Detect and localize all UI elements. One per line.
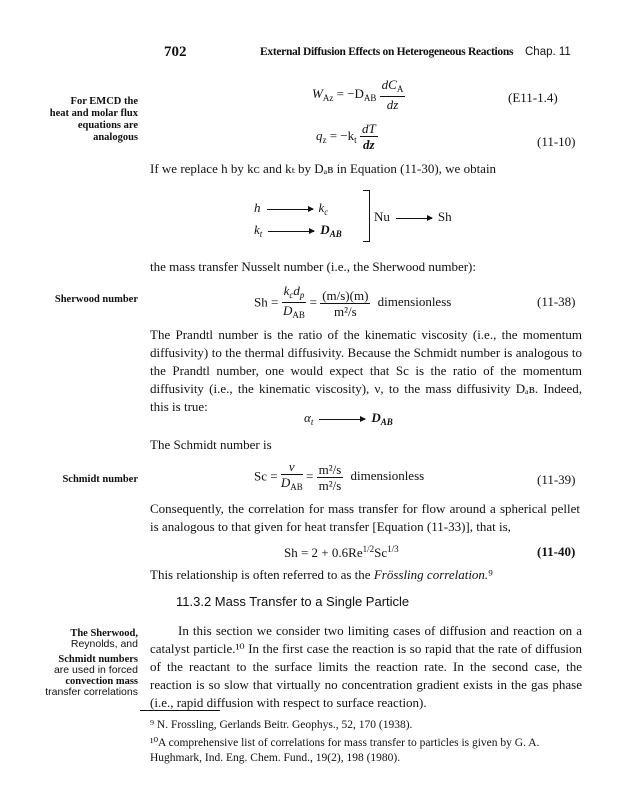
- paragraph-frossling: This relationship is often referred to as the Frössling correlation.⁹: [150, 567, 493, 582]
- paragraph-schmidt-intro: The Schmidt number is: [150, 437, 272, 452]
- equation-number-e11-1-4: (E11-1.4): [508, 90, 558, 105]
- equation-number-11-39: (11-39): [537, 472, 576, 487]
- paragraph-replace: If we replace h by kᴄ and kₜ by Dₐʙ in Equation (11-30), we obtain: [150, 161, 497, 176]
- margin-note-sherwood: Sherwood number: [54, 294, 138, 305]
- paragraph-single-particle: In this section we consider two limiting cases of diffusion and reaction on a catalyst particle.¹⁰ In the first case the reaction is so rapid that the rate of diffusion of the reactant to the surface limits the reaction rate. In the second case, the reaction is so slow that virtually no concentration gradient exists in the gas phase (i.e., rapid diffusion with respect to surface reaction).: [150, 623, 582, 710]
- page-number: 702: [164, 44, 187, 60]
- equation-11-38: Sh = $\frac{k_cd_p}{D_{AB}}$ = $\frac{(m/s)(m)}{\text{m²/s}}$ dimensionless: [254, 283, 452, 320]
- section-heading: 11.3.2 Mass Transfer to a Single Particle: [176, 594, 410, 609]
- equation-11-10: $q_z = -k_t$ $\frac{dT}{dz}$: [316, 121, 376, 152]
- footnote-rule: [140, 710, 220, 711]
- margin-note-schmidt: Schmidt number: [62, 474, 138, 485]
- margin-note-emcd: For EMCD the heat and molar flux equations are analogous: [49, 96, 138, 143]
- equation-number-11-40: (11-40): [537, 544, 576, 559]
- paragraph-correlation: Consequently, the correlation for mass transfer for flow around a spherical pellet is analogous to that given for heat transfer [Equation (11-33)], that is,: [150, 501, 580, 534]
- arrow-icon: [267, 209, 313, 210]
- margin-note-correlations: The Sherwood, Reynolds, and Schmidt numbers are used in forced convection mass transfer correlations: [45, 628, 138, 698]
- paragraph-prandtl: The Prandtl number is the ratio of the kinematic viscosity (i.e., the momentum diffusivity) to the thermal diffusivity. Because the Schmidt number is analogous to the Prandtl number, one would expect that Sc is the ratio of the momentum diffusivity (i.e., the kinematic viscosity), ν, to the mass diffusivity Dₐʙ. Indeed, this is true:: [150, 327, 582, 414]
- brace-icon: [363, 190, 370, 242]
- chapter-label: Chap. 11: [525, 46, 571, 58]
- arrow-icon: [268, 231, 314, 232]
- equation-number-11-38: (11-38): [537, 294, 576, 309]
- equation-e11-1-4: $W_{Az} = -D_{AB}$ $\frac{dC_A}{dz}$: [312, 77, 404, 112]
- analogy-alpha-dab: $\alpha_t$ $D_{AB}$: [304, 410, 393, 427]
- arrow-icon: [319, 419, 365, 420]
- equation-number-11-10: (11-10): [537, 134, 576, 149]
- analogy-row-h: h $k_c$: [254, 200, 329, 217]
- equation-11-39: Sc = $\frac{\nu}{D_{AB}}$ = $\frac{\text{m²/s}}{\text{m²/s}}$ dimensionless: [254, 459, 425, 493]
- footnote-10: ¹⁰A comprehensive list of correlations for mass transfer to particles is given by G. A. Hughmark, Ind. Eng. Chem. Fund., 19(2), 198 (1980).: [150, 737, 540, 764]
- footnote-9: ⁹ N. Frossling, Gerlands Beitr. Geophys., 52, 170 (1938).: [150, 719, 413, 731]
- analogy-nu-sh: Nu Sh: [374, 209, 452, 224]
- analogy-row-kt: $k_t$ $D_{AB}$: [254, 222, 342, 239]
- paragraph-sherwood-intro: the mass transfer Nusselt number (i.e., the Sherwood number):: [150, 259, 477, 274]
- equation-11-40: $Sh = 2 + 0.6Re^{1/2}Sc^{1/3}$: [284, 544, 399, 560]
- running-title: External Diffusion Effects on Heterogeneous Reactions: [260, 46, 514, 58]
- arrow-icon: [396, 218, 432, 219]
